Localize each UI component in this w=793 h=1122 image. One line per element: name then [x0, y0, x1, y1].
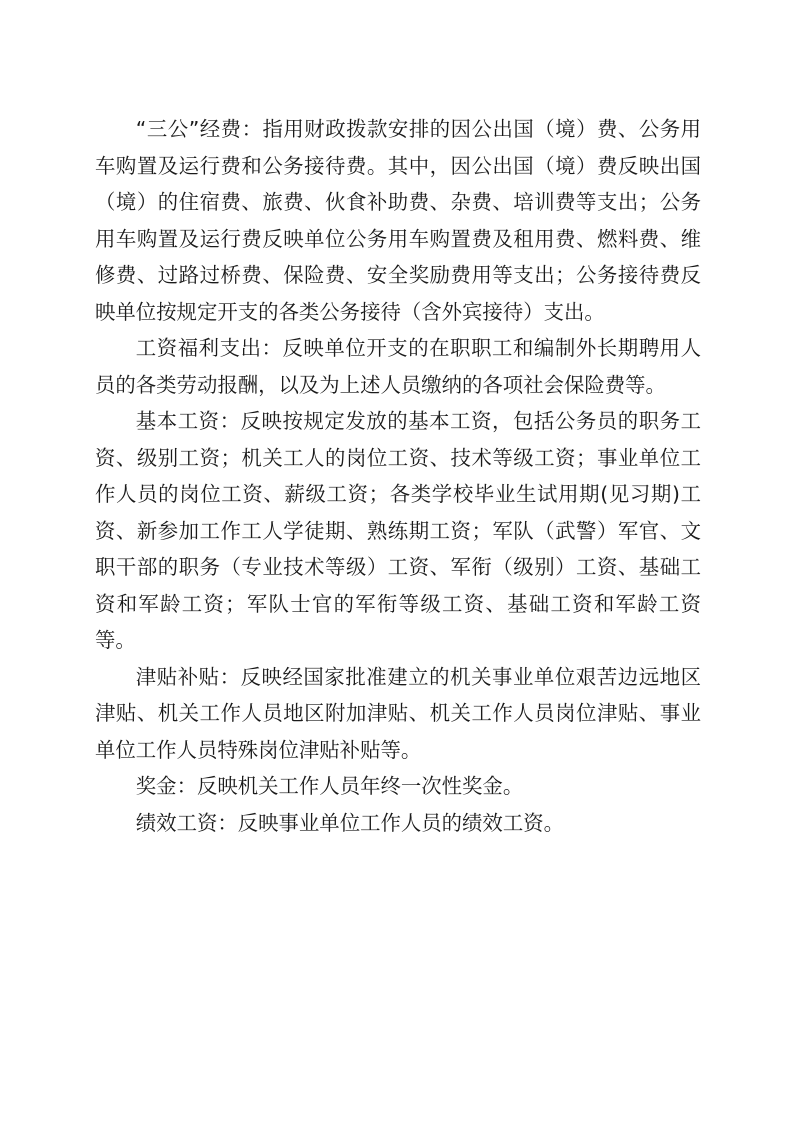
document-body: [95, 111, 701, 841]
paragraph-basic-wage: 基本工资：反映按规定发放的基本工资，包括公务员的职务工资、级别工资；机关工人的岗位工资、技术等级工资；事业单位工作人员的岗位工资、薪级工资；各类学校毕业生试用期(见习期)工资、新参加工作工人学徒期、熟练期工资；军队（武警）军官、文职干部的职务（专业技术等级）工资、军衔（级别）工资、基础工资和军龄工资；军队士官的军衔等级工资、基础工资和军龄工资等。: [95, 409, 701, 652]
paragraph-bonus: 奖金：反映机关工作人员年终一次性奖金。: [135, 774, 524, 798]
paragraph-performance-wage: 绩效工资：反映事业单位工作人员的绩效工资。: [135, 810, 564, 835]
paragraph-san-gong-expenses: “三公”经费：指用财政拨款安排的因公出国（境）费、公务用车购置及运行费和公务接待费。其中，因公出国（境）费反映出国（境）的住宿费、旅费、伙食补助费、杂费、培训费等支出；公务用车购置及运行费反映单位公务用车购置费及租用费、燃料费、维修费、过路过桥费、保险费、安全奖励费用等支出；公务接待费反映单位按规定开支的各类公务接待（含外宾接待）支出。: [95, 117, 701, 324]
paragraph-wage-welfare-expenditure: 工资福利支出：反映单位开支的在职职工和编制外长期聘用人员的各类劳动报酬，以及为上述人员缴纳的各项社会保险费等。: [95, 336, 701, 397]
paragraph-allowances-subsidies: 津贴补贴：反映经国家批准建立的机关事业单位艰苦边远地区津贴、机关工作人员地区附加津贴、机关工作人员岗位津贴、事业单位工作人员特殊岗位津贴补贴等。: [95, 664, 701, 762]
